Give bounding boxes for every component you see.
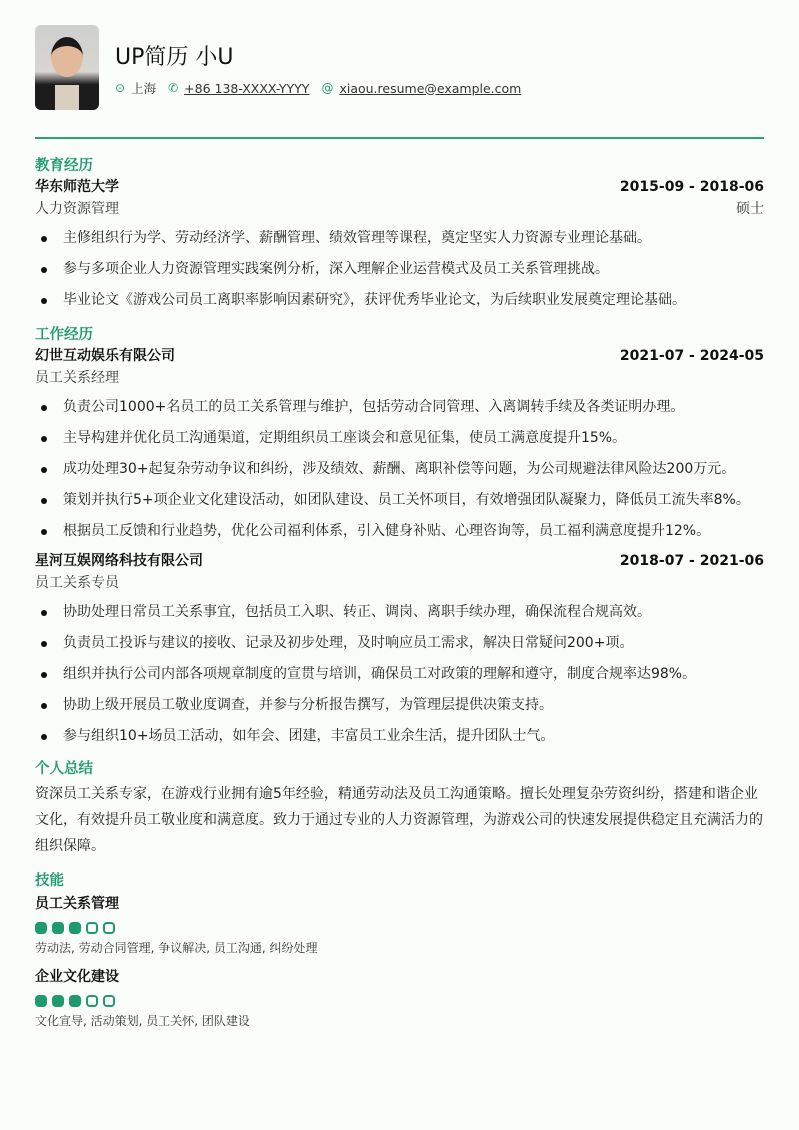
work-bullets <box>35 600 764 749</box>
email-link[interactable]: xiaou.resume@example.com <box>339 80 522 96</box>
location-pin-icon: ⊙ <box>115 81 126 95</box>
section-title-summary: 个人总结 <box>35 761 93 777</box>
empty-dot-icon <box>103 922 115 934</box>
empty-dot-icon <box>103 995 115 1007</box>
school-name: 华东师范大学 <box>35 179 119 195</box>
filled-dot-icon <box>52 922 64 934</box>
education-date: 2015-09 - 2018-06 <box>619 179 764 195</box>
section-title-skills: 技能 <box>35 873 64 889</box>
role-text: 员工关系专员 <box>35 575 119 591</box>
filled-dot-icon <box>35 922 47 934</box>
job-role <box>35 572 764 594</box>
empty-dot-icon <box>86 922 98 934</box>
skill-name: 员工关系管理 <box>35 896 119 912</box>
list-item: 负责员工投诉与建议的接收、记录及初步处理，及时响应员工需求，解决日常疑问200+项。 <box>35 631 764 656</box>
work-row <box>35 550 764 572</box>
role-text: 员工关系经理 <box>35 370 119 386</box>
skill-item <box>35 966 764 1031</box>
list-item: 参与多项企业人力资源管理实践案例分析，深入理解企业运营模式及员工关系管理挑战。 <box>35 257 764 282</box>
work-date: 2021-07 - 2024-05 <box>619 348 764 364</box>
job-role <box>35 367 764 389</box>
filled-dot-icon <box>35 995 47 1007</box>
summary-text: 资深员工关系专家，在游戏行业拥有逾5年经验，精通劳动法及员工沟通策略。擅长处理复杂劳资纠纷，搭建和谐企业文化，有效提升员工敬业度和满意度。致力于通过专业的人力资源管理，为游戏公司的快速发展提供稳定且充满活力的组织保障。 <box>35 786 763 854</box>
list-item: 策划并执行5+项企业文化建设活动，如团队建设、员工关怀项目，有效增强团队凝聚力，降低员工流失率8%。 <box>35 488 764 513</box>
location: 上海 <box>131 81 157 96</box>
list-item: 根据员工反馈和行业趋势，优化公司福利体系，引入健身补贴、心理咨询等，员工福利满意度提升12%。 <box>35 519 764 544</box>
work-bullets <box>35 395 764 544</box>
skill-keywords: 文化宣导, 活动策划, 员工关怀, 团队建设 <box>35 1014 250 1028</box>
candidate-name: UP简历 小U <box>115 45 234 70</box>
list-item: 协助处理日常员工关系事宜，包括员工入职、转正、调岗、离职手续办理，确保流程合规高效。 <box>35 600 764 625</box>
major: 人力资源管理 <box>35 201 119 217</box>
education-bullets <box>35 226 764 313</box>
resume-header <box>35 0 764 139</box>
skill-level-dots <box>35 995 764 1007</box>
education-row <box>35 176 764 198</box>
contact-line <box>115 79 527 97</box>
at-icon: @ <box>321 81 334 95</box>
empty-dot-icon <box>86 995 98 1007</box>
list-item: 参与组织10+场员工活动，如年会、团建，丰富员工业余生活，提升团队士气。 <box>35 724 764 749</box>
list-item: 主修组织行为学、劳动经济学、薪酬管理、绩效管理等课程，奠定坚实人力资源专业理论基础。 <box>35 226 764 251</box>
work-row <box>35 345 764 367</box>
filled-dot-icon <box>69 995 81 1007</box>
skill-name: 企业文化建设 <box>35 969 119 985</box>
filled-dot-icon <box>69 922 81 934</box>
filled-dot-icon <box>52 995 64 1007</box>
company-name: 星河互娱网络科技有限公司 <box>35 553 203 569</box>
list-item: 组织并执行公司内部各项规章制度的宣贯与培训，确保员工对政策的理解和遵守，制度合规率达98%。 <box>35 662 764 687</box>
company-name: 幻世互动娱乐有限公司 <box>35 348 175 364</box>
section-title-education: 教育经历 <box>35 158 93 174</box>
list-item: 主导构建并优化员工沟通渠道，定期组织员工座谈会和意见征集，使员工满意度提升15%。 <box>35 426 764 451</box>
profile-photo <box>35 25 99 110</box>
section-title-work: 工作经历 <box>35 327 93 343</box>
skill-keywords: 劳动法, 劳动合同管理, 争议解决, 员工沟通, 纠纷处理 <box>35 941 318 955</box>
skill-level-dots <box>35 922 764 934</box>
phone-icon: ✆ <box>168 81 179 95</box>
phone-link[interactable]: +86 138-XXXX-YYYY <box>184 80 310 96</box>
work-date: 2018-07 - 2021-06 <box>619 553 764 569</box>
skill-item <box>35 893 764 958</box>
list-item: 负责公司1000+名员工的员工关系管理与维护，包括劳动合同管理、入离调转手续及各类证明办理。 <box>35 395 764 420</box>
list-item: 成功处理30+起复杂劳动争议和纠纷，涉及绩效、薪酬、离职补偿等问题，为公司规避法律风险达200万元。 <box>35 457 764 482</box>
list-item: 协助上级开展员工敬业度调查，并参与分析报告撰写，为管理层提供决策支持。 <box>35 693 764 718</box>
education-subrow <box>35 198 764 220</box>
list-item: 毕业论文《游戏公司员工离职率影响因素研究》，获评优秀毕业论文，为后续职业发展奠定理论基础。 <box>35 288 764 313</box>
degree: 硕士 <box>736 201 764 217</box>
